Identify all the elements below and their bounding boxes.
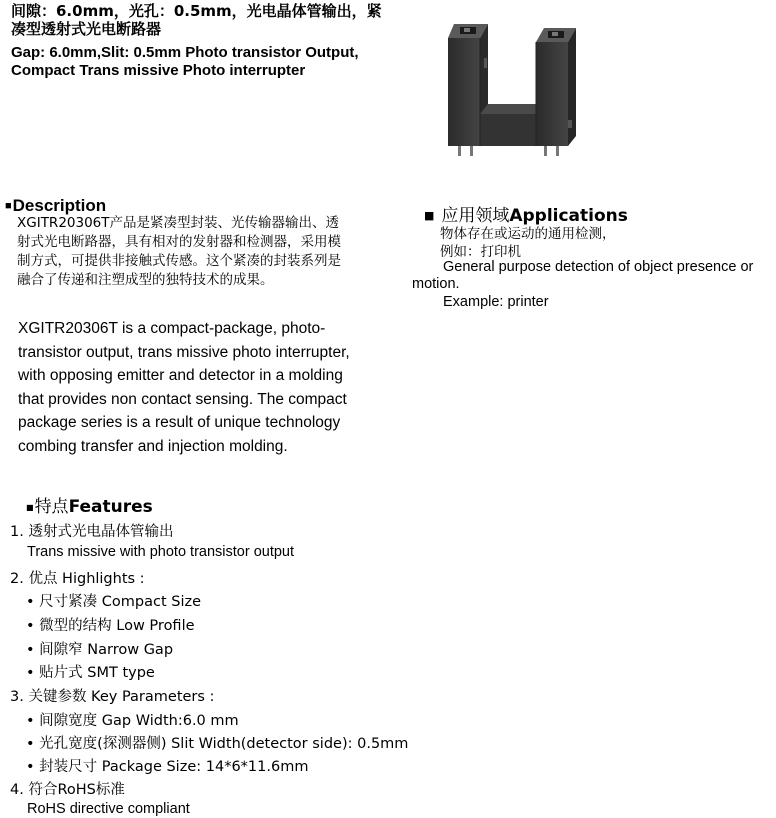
applications-cn-line1: 物体存在或运动的通用检测， <box>440 226 616 242</box>
feature-item-4-en: RoHS directive compliant <box>27 801 190 817</box>
description-heading-text: Description <box>12 196 107 215</box>
square-bullet-icon: ■ <box>5 200 12 212</box>
applications-en-line3: Example: printer <box>443 294 549 310</box>
photo-interrupter-image <box>440 18 580 160</box>
square-bullet-icon: ■ <box>26 503 34 512</box>
applications-en-line1: General purpose detection of object presence or <box>443 259 754 275</box>
description-cn-line: 融合了传递和注塑成型的独特技术的成果。 <box>17 272 274 288</box>
feature-subitem: • 间隙窄 Narrow Gap <box>26 642 174 658</box>
description-heading <box>5 196 106 216</box>
title-cn-line2: 凑型透射式光电断路器 <box>11 20 162 38</box>
title-en-line2: Compact Trans missive Photo interrupter <box>11 62 306 79</box>
description-en-line: XGITR20306T is a compact-package, photo- <box>18 320 326 337</box>
description-en-line: transistor output, trans missive photo interrupter, <box>18 343 350 361</box>
applications-en-line2: motion. <box>412 276 460 292</box>
applications-heading-cn: 应用领域 <box>441 206 510 226</box>
description-cn-line: 制方式，可提供非接触式传感。这个紧凑的封装系列是 <box>17 253 341 269</box>
feature-subitem: • 封装尺寸 Package Size: 14*6*11.6mm <box>26 759 309 775</box>
description-en-line: that provides non contact sensing. The compact <box>18 390 347 408</box>
feature-item-1-en: Trans missive with photo transistor output <box>27 544 295 560</box>
feature-subitem: • 光孔宽度(探测器侧) Slit Width(detector side): 0.5mm <box>26 736 409 752</box>
feature-subitem: • 微型的结构 Low Profile <box>26 618 195 634</box>
description-en-line: combing transfer and injection molding. <box>18 437 288 455</box>
feature-item-2: 2. 优点 Highlights : <box>10 571 145 587</box>
features-heading-cn: 特点 <box>34 497 69 517</box>
description-cn-line: XGITR20306T产品是紧凑型封装、光传输器输出、透 <box>17 215 340 231</box>
title-cn-line1: 间隙：6.0mm，光孔：0.5mm，光电晶体管输出，紧 <box>11 2 382 20</box>
description-en-line: package series is a result of unique technology <box>18 414 341 431</box>
description-cn-line: 射式光电断路器，具有相对的发射器和检测器，采用模 <box>17 234 341 250</box>
feature-item-4: 4. 符合RoHS标准 <box>10 782 125 798</box>
square-bullet-icon: ■ <box>424 209 435 222</box>
description-en-paragraph <box>18 317 350 458</box>
title-en-line1: Gap: 6.0mm,Slit: 0.5mm Photo transistor Output, <box>11 44 359 61</box>
feature-subitem: • 贴片式 SMT type <box>26 665 155 681</box>
features-heading <box>26 492 153 517</box>
feature-subitem: • 尺寸紧凑 Compact Size <box>26 594 202 610</box>
feature-item-3: 3. 关键参数 Key Parameters : <box>10 689 215 705</box>
features-heading-en: Features <box>68 497 153 517</box>
feature-item-1: 1. 透射式光电晶体管输出 <box>10 524 174 540</box>
description-en-line: with opposing emitter and detector in a molding <box>18 367 343 384</box>
feature-subitem: • 间隙宽度 Gap Width:6.0 mm <box>26 713 239 729</box>
applications-heading-en: Applications <box>509 206 628 226</box>
description-cn-paragraph <box>17 214 341 290</box>
applications-cn-line2: 例如：打印机 <box>440 244 521 260</box>
